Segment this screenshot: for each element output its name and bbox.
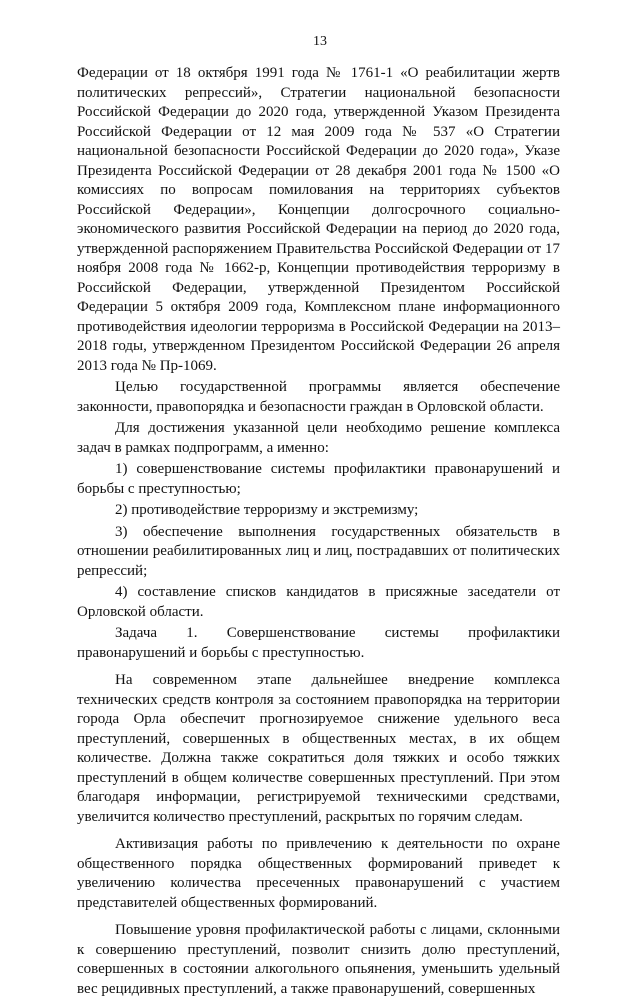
paragraph-prevention-work: Повышение уровня профилактической работы с лицами, склонными к совершению преступлений, позволит снизить долю преступлений, совершенных в состоянии алкогольного опьянения, уменьшить удельный вес рецидивных преступлений, а также правонарушений, совершенных <box>77 922 560 997</box>
document-body <box>77 64 560 1001</box>
section-heading-task-1: Задача 1. Совершенствование системы профилактики правонарушений и борьбы с преступностью. <box>77 625 560 661</box>
list-item-task-3: 3) обеспечение выполнения государственных обязательств в отношении реабилитированных лиц и лиц, пострадавших от политических репрессий; <box>77 523 560 579</box>
list-item-task-2: 2) противодействие терроризму и экстремизму; <box>115 502 419 518</box>
paragraph-public-formations: Активизация работы по привлечению к деятельности по охране общественного порядка общественных формирований приведет к увеличению количества пресеченных правонарушений с участием представителей общественных формирований. <box>77 836 560 911</box>
list-item-task-4: 4) составление списков кандидатов в присяжные заседатели от Орловской области. <box>77 584 560 620</box>
paragraph-technical-means: На современном этапе дальнейшее внедрение комплекса технических средств контроля за состоянием правопорядка на территории города Орла обеспечит прогнозируемое снижение удельного веса преступлений, совершенных в общественных местах, в их общем количестве. Должна также сократиться доля тяжких и особо тяжких преступлений в общем количестве совершенных преступлений. При этом благодаря информации, регистрируемой техническими средствами, увеличится количество преступлений, раскрытых по горячим следам. <box>77 672 560 825</box>
paragraph-program-goal: Целью государственной программы является обеспечение законности, правопорядка и безопасности граждан в Орловской области. <box>77 379 560 415</box>
page-number: 13 <box>313 34 327 49</box>
paragraph-tasks-intro: Для достижения указанной цели необходимо решение комплекса задач в рамках подпрограмм, а именно: <box>77 420 560 456</box>
paragraph-legal-basis: Федерации от 18 октября 1991 года № 1761-1 «О реабилитации жертв политических репрессий», Стратегии национальной безопасности Российской Федерации до 2020 года, утвержденной Указом Президента Российской Федерации от 12 мая 2009 года № 537 «О Стратегии национальной безопасности Российской Федерации до 2020 года», Указе Президента Российской Федерации от 28 декабря 2001 года № 1500 «О комиссиях по вопросам помилования на территориях субъектов Российской Федерации», Концепции долгосрочного социально-экономического развития Российской Федерации на период до 2020 года, утвержденной распоряжением Правительства Российской Федерации от 17 ноября 2008 года № 1662-р, Концепции противодействия терроризму в Российской Федерации, утвержденной Президентом Российской Федерации 5 октября 2009 года, Комплексном плане информационного противодействия идеологии терроризма в Российской Федерации на 2013–2018 годы, утвержденном Президентом Российской Федерации 26 апреля 2013 года № Пр-1069. <box>77 65 560 374</box>
list-item-task-1: 1) совершенствование системы профилактики правонарушений и борьбы с преступностью; <box>77 461 560 497</box>
